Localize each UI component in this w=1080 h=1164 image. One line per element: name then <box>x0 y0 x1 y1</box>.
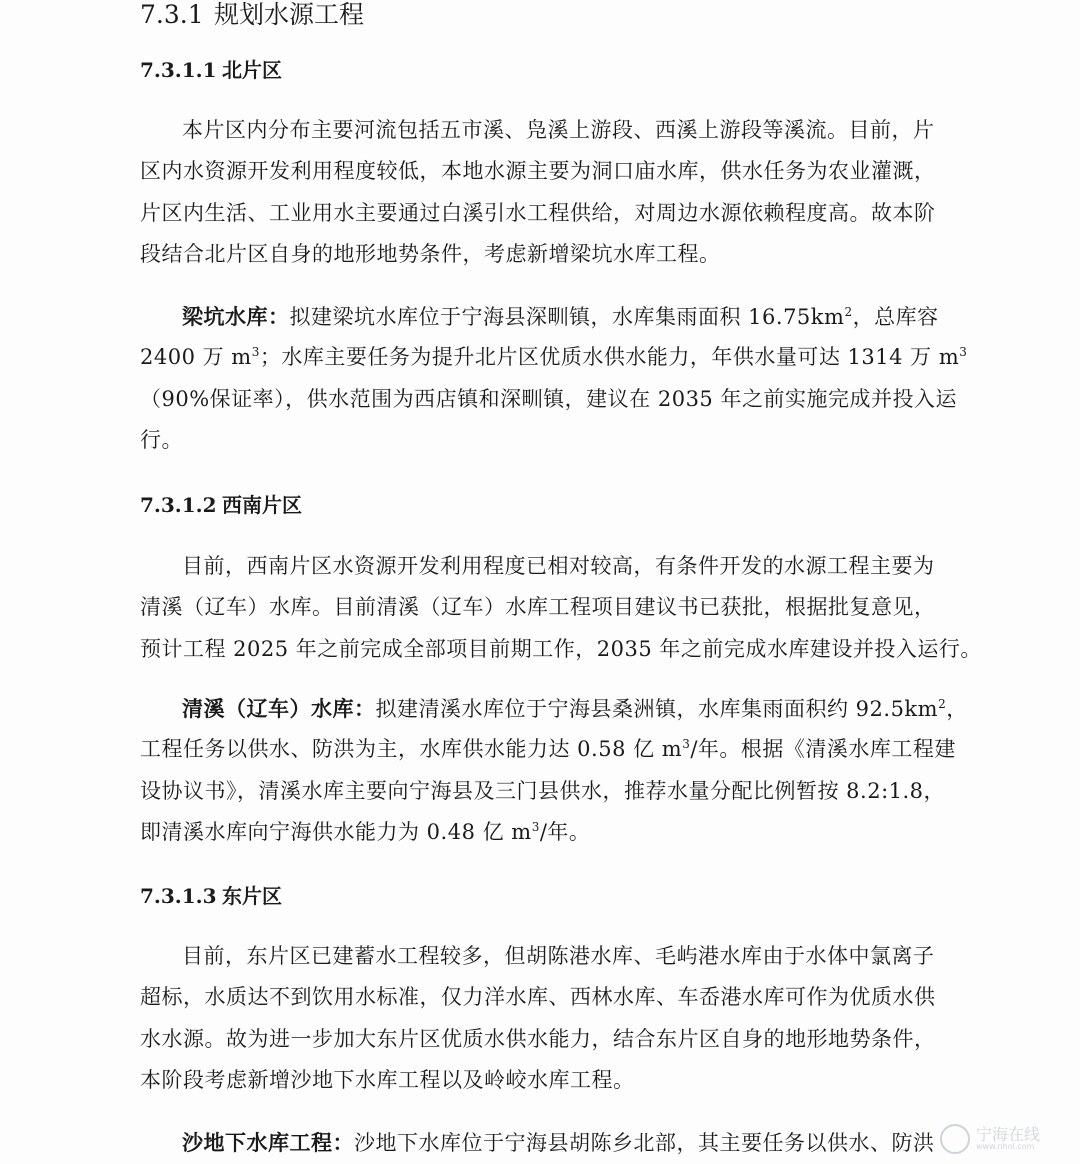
text-line: 片区内生活、工业用水主要通过白溪引水工程供给，对周边水源依赖程度高。故本阶 <box>140 200 936 225</box>
text-line: 段结合北片区自身的地形地势条件，考虑新增梁坑水库工程。 <box>140 241 721 266</box>
text-line <box>140 1122 935 1163</box>
text-line: 行。 <box>140 427 183 452</box>
east-intro-paragraph <box>140 936 936 1101</box>
southwest-title: 西南片区 <box>222 493 302 517</box>
north-intro-paragraph <box>140 110 936 275</box>
north-title: 北片区 <box>222 58 282 82</box>
text-line: 本片区内分布主要河流包括五市溪、凫溪上游段、西溪上游段等溪流。目前，片 <box>182 118 935 142</box>
text-line: 设协议书》，清溪水库主要向宁海县及三门县供水，推荐水量分配比例暂按 8.2:1.8， <box>140 778 946 803</box>
text-line <box>140 296 939 337</box>
reservoir-label: 清溪（辽车）水库： <box>182 696 376 721</box>
text-line: （90%保证率），供水范围为西店镇和深甽镇，建议在 2035 年之前实施完成并投入运 <box>140 386 957 411</box>
north-number: 7.3.1.1 <box>140 58 217 82</box>
text-line: 清溪（辽车）水库。目前清溪（辽车）水库工程项目建议书已获批，根据批复意见， <box>140 595 936 620</box>
text-line: 预计工程 2025 年之前完成全部项目前期工作，2035 年之前完成水库建设并投入运行。 <box>140 636 982 661</box>
east-number: 7.3.1.3 <box>140 884 217 908</box>
watermark-logo-icon <box>940 1124 970 1154</box>
text-line <box>140 729 956 770</box>
section-number: 7.3.1 <box>140 0 204 29</box>
reservoir-label: 沙地下水库工程： <box>182 1130 354 1155</box>
text-line: 目前，西南片区水资源开发利用程度已相对较高，有条件开发的水源工程主要为 <box>182 554 935 578</box>
superscript: 3 <box>959 345 968 360</box>
superscript: 2 <box>844 305 853 319</box>
superscript: 2 <box>938 697 947 711</box>
southwest-reservoir-paragraph <box>140 688 968 853</box>
text-run: /年。 <box>539 819 591 844</box>
text-line: 区内水资源开发利用程度较低，本地水源主要为洞口庙水库，供水任务为农业灌溉， <box>140 159 936 184</box>
text-run: ， <box>946 697 968 721</box>
superscript: 3 <box>251 345 260 360</box>
east-title: 东片区 <box>222 884 282 908</box>
text-line <box>140 337 968 378</box>
watermark <box>940 1122 1070 1156</box>
text-run: 沙地下水库位于宁海县胡陈乡北部，其主要任务以供水、防洪 <box>354 1131 935 1155</box>
text-line <box>140 688 968 729</box>
east-heading <box>140 881 282 911</box>
text-run: 拟建梁坑水库位于宁海县深甽镇，水库集雨面积 16.75km <box>289 305 845 329</box>
text-run: 即清溪水库向宁海供水能力为 0.48 亿 m <box>140 819 532 844</box>
text-line: 水水源。故为进一步加大东片区优质水供水能力，结合东片区自身的地形地势条件， <box>140 1026 936 1051</box>
southwest-heading <box>140 490 302 520</box>
north-heading <box>140 55 282 85</box>
text-line: 超标，水质达不到饮用水标准，仅力洋水库、西林水库、车岙港水库可作为优质水供 <box>140 985 936 1010</box>
section-title: 规划水源工程 <box>214 0 365 29</box>
reservoir-label: 梁坑水库： <box>182 304 290 329</box>
text-line <box>140 812 932 853</box>
text-run: 工程任务以供水、防洪为主，水库供水能力达 0.58 亿 m <box>140 737 683 762</box>
north-reservoir-paragraph <box>140 296 968 461</box>
east-reservoir-paragraph <box>140 1122 935 1163</box>
watermark-text: 宁海在线 <box>976 1125 1041 1144</box>
section-heading <box>140 0 364 32</box>
text-run: /年。根据《清溪水库工程建 <box>690 737 956 762</box>
text-run: ，总库容 <box>852 305 939 329</box>
text-run: ；水库主要任务为提升北片区优质水供水能力，年供水量可达 1314 万 m <box>259 345 960 370</box>
southwest-number: 7.3.1.2 <box>140 493 217 517</box>
superscript: 3 <box>531 819 540 834</box>
text-run: 拟建清溪水库位于宁海县桑洲镇，水库集雨面积约 92.5km <box>375 697 939 721</box>
southwest-intro-paragraph <box>140 546 982 670</box>
watermark-url: www.nhol.com <box>976 1142 1035 1151</box>
superscript: 3 <box>682 737 691 752</box>
text-line: 目前，东片区已建蓄水工程较多，但胡陈港水库、毛屿港水库由于水体中氯离子 <box>182 944 935 968</box>
text-line: 本阶段考虑新增沙地下水库工程以及岭峧水库工程。 <box>140 1067 635 1092</box>
text-run: 2400 万 m <box>140 345 252 370</box>
